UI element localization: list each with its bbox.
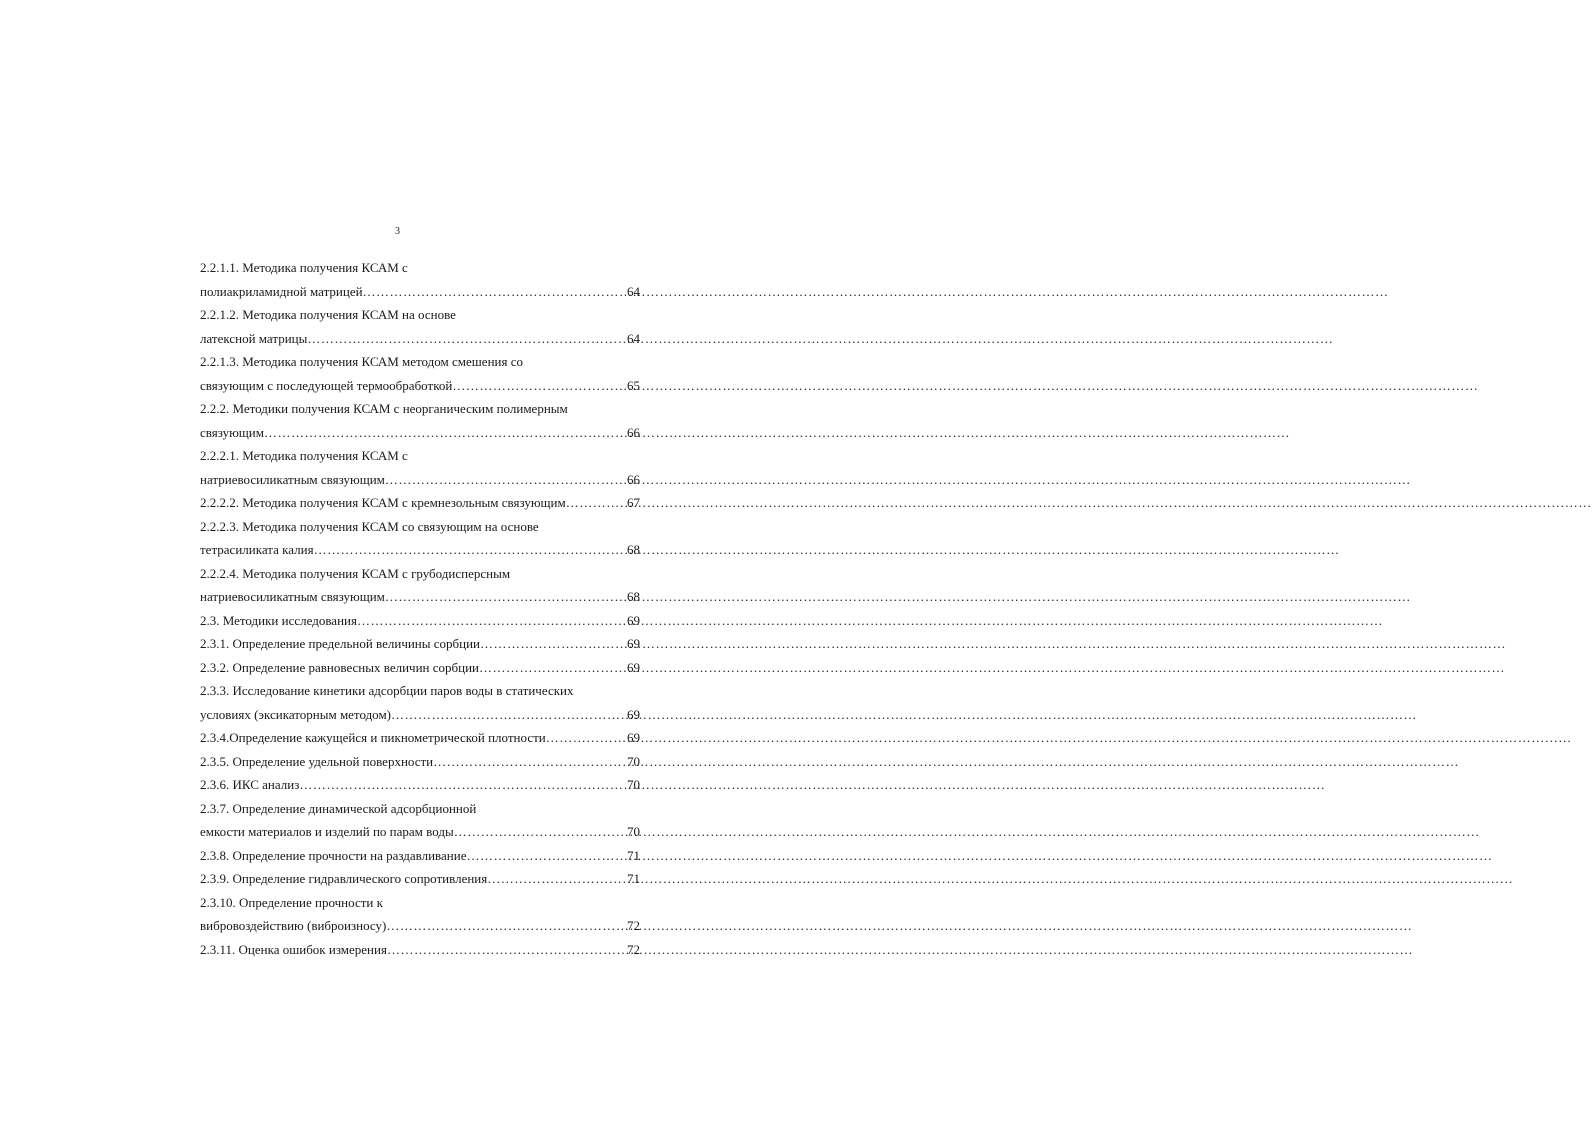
toc-entry-title: латексной матрицы bbox=[200, 330, 308, 346]
toc-dot-leader bbox=[385, 468, 627, 492]
toc-dot-leader bbox=[391, 703, 627, 727]
toc-entry bbox=[200, 844, 640, 868]
toc-entry-page: 69 bbox=[627, 706, 640, 722]
toc-entry-title: 2.2.2. Методики получения КСАМ с неорганическим полимерным bbox=[200, 401, 568, 416]
toc-entry-title: 2.2.2.2. Методика получения КСАМ с кремнезольным связующим bbox=[200, 495, 566, 510]
toc-entry bbox=[200, 750, 640, 774]
toc-dot-leader bbox=[363, 280, 627, 304]
toc-dot-leader bbox=[307, 327, 627, 351]
toc-dot-leader bbox=[385, 585, 627, 609]
page-number: 3 bbox=[395, 226, 400, 237]
toc-entry-page: 64 bbox=[627, 330, 640, 346]
toc-entry-title: 2.2.2.3. Методика получения КСАМ со связующим на основе bbox=[200, 518, 539, 534]
toc-entry-title: 2.2.1.1. Методика получения КСАМ с bbox=[200, 260, 408, 275]
toc-entry-title: 2.2.1.2. Методика получения КСАМ на основе bbox=[200, 307, 456, 322]
toc-entry-title: 2.3.8. Определение прочности на раздавливание bbox=[200, 847, 467, 863]
toc-entry-title: натриевосиликатным связующим bbox=[200, 589, 385, 604]
toc-entry-page: 66 bbox=[627, 471, 640, 487]
toc-entry bbox=[200, 256, 640, 280]
toc-entry-title: 2.3.5. Определение удельной поверхности bbox=[200, 753, 434, 769]
toc-entry bbox=[200, 303, 640, 327]
toc-entry bbox=[200, 773, 640, 797]
toc-entry bbox=[200, 538, 640, 562]
toc-entry-title: 2.3.1. Определение предельной величины сорбции bbox=[200, 636, 481, 651]
toc-entry bbox=[200, 327, 640, 351]
toc-entry-title: тетрасиликата калия bbox=[200, 542, 314, 557]
toc-entry-title: полиакриламидной матрицей bbox=[200, 283, 363, 299]
toc-entry bbox=[200, 797, 640, 821]
toc-entry-page: 68 bbox=[627, 542, 640, 557]
toc-entry bbox=[200, 397, 640, 421]
toc-entry-page: 65 bbox=[627, 377, 640, 393]
toc-entry-page: 68 bbox=[627, 589, 640, 604]
toc-entry-page: 66 bbox=[627, 424, 640, 440]
toc-entry bbox=[200, 656, 640, 680]
toc-entry-title: 2.2.2.1. Методика получения КСАМ с bbox=[200, 448, 408, 463]
toc-entry-title: 2.3.6. ИКС анализ bbox=[200, 777, 300, 792]
toc-dot-leader bbox=[479, 656, 627, 680]
toc-entry-title: 2.3.10. Определение прочности к bbox=[200, 894, 383, 910]
toc-entry bbox=[200, 562, 640, 586]
toc-dot-leader bbox=[314, 538, 627, 562]
toc-entry bbox=[200, 914, 640, 938]
toc-entry-title: 2.2.1.3. Методика получения КСАМ методом смешения со bbox=[200, 354, 523, 369]
toc-dot-leader bbox=[487, 867, 627, 891]
toc-entry bbox=[200, 609, 640, 633]
toc-dot-leader bbox=[357, 609, 627, 633]
toc-entry bbox=[200, 679, 640, 703]
toc-entry bbox=[200, 891, 640, 915]
toc-entry-title: связующим bbox=[200, 424, 264, 440]
toc-entry-title: 2.3.11. Оценка ошибок измерения bbox=[200, 941, 387, 957]
toc-entry bbox=[200, 350, 640, 374]
toc-dot-leader bbox=[480, 632, 627, 656]
toc-entry bbox=[200, 867, 640, 891]
toc-entry-page: 69 bbox=[627, 636, 640, 651]
toc-dot-leader bbox=[454, 820, 627, 844]
toc-dot-leader bbox=[433, 750, 627, 774]
toc-entry bbox=[200, 280, 640, 304]
toc-entry-page: 70 bbox=[627, 753, 640, 769]
toc-entry-page: 69 bbox=[627, 730, 640, 745]
toc-entry bbox=[200, 726, 640, 750]
toc-entry-page: 70 bbox=[627, 824, 640, 839]
table-of-contents bbox=[200, 256, 640, 961]
toc-dot-leader bbox=[566, 491, 627, 515]
toc-entry-page: 72 bbox=[627, 918, 640, 933]
toc-entry-title: 2.3.3. Исследование кинетики адсорбции паров воды в статических bbox=[200, 683, 574, 698]
toc-entry bbox=[200, 491, 640, 515]
toc-entry bbox=[200, 938, 640, 962]
toc-entry bbox=[200, 444, 640, 468]
toc-entry bbox=[200, 820, 640, 844]
toc-dot-leader bbox=[387, 938, 627, 962]
toc-entry bbox=[200, 374, 640, 398]
toc-entry-title: 2.3. Методики исследования bbox=[200, 612, 357, 628]
toc-entry-title: 2.3.9. Определение гидравлического сопротивления bbox=[200, 871, 488, 886]
toc-entry bbox=[200, 515, 640, 539]
toc-entry-page: 71 bbox=[627, 847, 640, 863]
toc-dot-leader bbox=[452, 374, 627, 398]
toc-entry-title: вибровоздействию (виброизносу) bbox=[200, 918, 387, 933]
toc-entry-page: 64 bbox=[627, 283, 640, 299]
toc-dot-leader bbox=[466, 844, 627, 868]
toc-entry-page: 69 bbox=[627, 659, 640, 675]
toc-dot-leader bbox=[546, 726, 627, 750]
toc-entry-title: 2.3.2. Определение равновесных величин сорбции bbox=[200, 659, 479, 675]
toc-entry-page: 71 bbox=[627, 871, 640, 886]
toc-entry bbox=[200, 632, 640, 656]
toc-entry-title: 2.2.2.4. Методика получения КСАМ с грубодисперсным bbox=[200, 565, 511, 581]
toc-entry bbox=[200, 703, 640, 727]
toc-entry-title: связующим с последующей термообработкой bbox=[200, 377, 453, 393]
toc-entry-title: условиях (эксикаторным методом) bbox=[200, 706, 391, 722]
toc-entry-page: 70 bbox=[627, 777, 640, 792]
toc-entry-title: натриевосиликатным связующим bbox=[200, 471, 385, 487]
toc-dot-leader bbox=[386, 914, 627, 938]
toc-dot-leader bbox=[264, 421, 627, 445]
toc-dot-leader bbox=[299, 773, 627, 797]
toc-entry bbox=[200, 468, 640, 492]
toc-entry-page: 69 bbox=[627, 612, 640, 628]
toc-entry bbox=[200, 421, 640, 445]
toc-entry-title: 2.3.4.Определение кажущейся и пикнометрической плотности bbox=[200, 730, 546, 745]
toc-entry-title: 2.3.7. Определение динамической адсорбционной bbox=[200, 800, 477, 816]
toc-entry-title: емкости материалов и изделий по парам воды bbox=[200, 824, 454, 839]
toc-entry-page: 72 bbox=[627, 941, 640, 957]
toc-entry-page: 67 bbox=[627, 495, 640, 510]
toc-entry bbox=[200, 585, 640, 609]
